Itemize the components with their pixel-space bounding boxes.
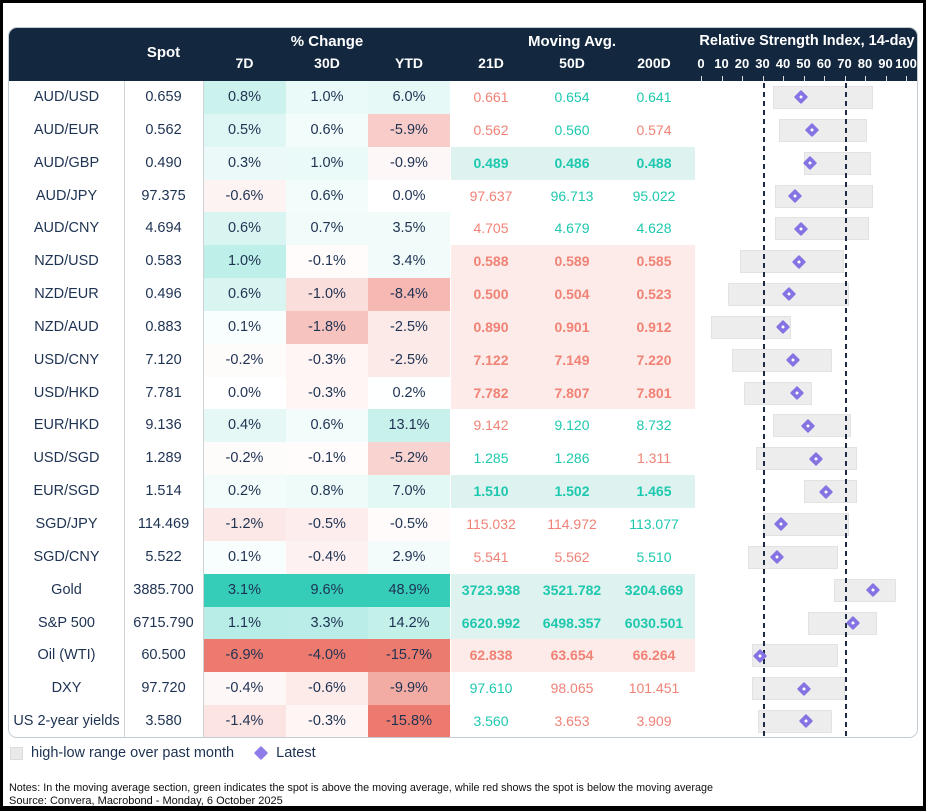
row-label: AUD/GBP xyxy=(33,154,100,171)
header-pct-change-group: % Change xyxy=(290,33,364,50)
table-row xyxy=(9,705,917,738)
rsi-range-bar xyxy=(773,86,873,109)
moving-avg-value: 115.032 xyxy=(466,515,516,532)
spot-value: 5.522 xyxy=(145,548,182,565)
row-label: USD/SGD xyxy=(33,450,100,467)
row-label: S&P 500 xyxy=(38,614,95,631)
spot-value: 3885.700 xyxy=(133,581,194,598)
table-row xyxy=(9,607,917,640)
pct-change-cell: 0.6% xyxy=(286,180,368,213)
row-label: US 2-year yields xyxy=(13,713,120,730)
moving-avg-value: 0.654 xyxy=(554,89,590,105)
moving-avg-value: 1.510 xyxy=(473,483,509,500)
row-label: NZD/AUD xyxy=(34,318,99,335)
spot-value: 1.289 xyxy=(145,450,182,467)
row-label: AUD/JPY xyxy=(35,187,98,204)
row-label: SGD/JPY xyxy=(35,515,98,532)
pct-change-cell: 0.0% xyxy=(203,377,286,410)
spot-value: 9.136 xyxy=(145,417,182,434)
moving-avg-value: 3723.938 xyxy=(461,581,521,598)
row-label: AUD/USD xyxy=(33,89,100,105)
row-label: Gold xyxy=(51,581,82,598)
rsi-range-bar xyxy=(758,710,832,733)
moving-avg-value: 0.562 xyxy=(473,121,509,138)
moving-avg-value: 96.713 xyxy=(550,187,594,204)
pct-change-cell: -1.8% xyxy=(286,311,368,344)
moving-avg-value: 0.585 xyxy=(636,253,672,270)
moving-avg-value: 0.560 xyxy=(554,121,590,138)
rsi-range-bar xyxy=(779,119,867,142)
moving-avg-value: 7.122 xyxy=(473,351,509,368)
pct-change-cell: -2.5% xyxy=(368,311,450,344)
spot-value: 4.694 xyxy=(145,220,182,237)
pct-change-cell: 0.1% xyxy=(203,311,286,344)
table-row xyxy=(9,672,917,705)
pct-change-cell: -1.2% xyxy=(203,508,286,541)
pct-change-cell: 13.1% xyxy=(368,409,450,442)
table-row xyxy=(9,574,917,607)
pct-change-cell: 1.0% xyxy=(286,81,368,114)
table-header xyxy=(9,28,917,81)
pct-change-cell: -1.0% xyxy=(286,278,368,311)
rsi-axis-tick-label: 60 xyxy=(816,56,832,71)
moving-avg-value: 4.628 xyxy=(636,220,672,237)
table-row xyxy=(9,278,917,311)
row-label: AUD/EUR xyxy=(33,121,100,138)
pct-change-cell: 0.8% xyxy=(286,475,368,508)
moving-avg-value: 1.286 xyxy=(554,450,590,467)
rsi-range-bar xyxy=(756,447,856,470)
pct-change-cell: -0.6% xyxy=(203,180,286,213)
pct-change-cell: 0.1% xyxy=(203,541,286,574)
pct-change-cell: -0.6% xyxy=(286,672,368,705)
moving-avg-value: 3521.782 xyxy=(542,581,602,598)
rsi-axis-tick-label: 10 xyxy=(714,56,729,71)
pct-change-cell: -4.0% xyxy=(286,639,368,672)
rsi-range-bar xyxy=(808,612,878,635)
moving-avg-value: 5.510 xyxy=(636,548,672,565)
spot-value: 97.720 xyxy=(141,680,186,697)
legend-range-label: high-low range over past month xyxy=(31,745,235,761)
moving-avg-value: 9.120 xyxy=(554,417,590,434)
table-row xyxy=(9,114,917,147)
rsi-axis-tick-label: 0 xyxy=(697,56,705,71)
moving-avg-value: 3.653 xyxy=(554,713,590,730)
latest-diamond-icon xyxy=(254,746,268,760)
row-label: USD/HKD xyxy=(33,384,100,401)
table-row xyxy=(9,311,917,344)
row-label: USD/CNY xyxy=(33,351,100,368)
pct-change-cell: 3.4% xyxy=(368,245,450,278)
table-row xyxy=(9,344,917,377)
moving-avg-value: 0.588 xyxy=(473,253,509,270)
moving-avg-value: 3.560 xyxy=(473,713,509,730)
pct-change-cell: -2.5% xyxy=(368,344,450,377)
row-label: NZD/EUR xyxy=(34,286,99,303)
pct-change-cell: -0.1% xyxy=(286,245,368,278)
moving-avg-value: 1.311 xyxy=(637,450,671,467)
rsi-threshold-line xyxy=(763,83,765,736)
pct-change-cell: -15.7% xyxy=(368,639,450,672)
spot-value: 6715.790 xyxy=(133,614,194,631)
table-row xyxy=(9,541,917,574)
pct-change-cell: 0.4% xyxy=(203,409,286,442)
moving-avg-value: 5.541 xyxy=(473,548,509,565)
pct-change-cell: 14.2% xyxy=(368,607,450,640)
range-swatch-icon xyxy=(10,747,23,760)
pct-change-cell: -0.3% xyxy=(286,344,368,377)
moving-avg-value: 3204.669 xyxy=(624,581,684,598)
row-label: AUD/CNY xyxy=(33,220,100,237)
pct-change-cell: 3.3% xyxy=(286,607,368,640)
pct-change-cell: 0.0% xyxy=(368,180,450,213)
pct-change-cell: 0.6% xyxy=(203,212,286,245)
moving-avg-value: 7.220 xyxy=(636,351,672,368)
moving-avg-value: 114.972 xyxy=(547,515,597,532)
spot-value: 97.375 xyxy=(141,187,186,204)
pct-change-cell: 7.0% xyxy=(368,475,450,508)
spot-value: 0.562 xyxy=(145,121,182,138)
rsi-axis-tick-label: 50 xyxy=(796,56,811,71)
table-row xyxy=(9,409,917,442)
moving-avg-value: 7.782 xyxy=(473,384,509,401)
pct-change-cell: 0.6% xyxy=(286,409,368,442)
moving-avg-value: 0.489 xyxy=(473,154,509,171)
table-body xyxy=(9,81,917,738)
row-label: Oil (WTI) xyxy=(37,647,96,664)
table-row xyxy=(9,147,917,180)
moving-avg-value: 0.641 xyxy=(636,89,672,105)
spot-value: 0.490 xyxy=(145,154,182,171)
spot-value: 114.469 xyxy=(137,515,190,532)
spot-value: 3.580 xyxy=(145,713,182,730)
table-row xyxy=(9,377,917,410)
pct-change-cell: -5.2% xyxy=(368,442,450,475)
moving-avg-value: 9.142 xyxy=(473,417,509,434)
table-row xyxy=(9,475,917,508)
pct-change-cell: 0.7% xyxy=(286,212,368,245)
pct-change-cell: 1.0% xyxy=(286,147,368,180)
spot-value: 7.120 xyxy=(145,351,182,368)
moving-avg-value: 4.705 xyxy=(473,220,509,237)
fx-table xyxy=(8,27,918,738)
column-divider xyxy=(203,81,204,738)
pct-change-cell: -1.4% xyxy=(203,705,286,738)
header-pct-7D: 7D xyxy=(235,55,254,71)
moving-avg-value: 0.486 xyxy=(554,154,590,171)
pct-change-cell: 3.1% xyxy=(203,574,286,607)
pct-change-cell: -6.9% xyxy=(203,639,286,672)
pct-change-cell: 1.1% xyxy=(203,607,286,640)
spot-value: 60.500 xyxy=(141,647,186,664)
pct-change-cell: 48.9% xyxy=(368,574,450,607)
pct-change-cell: -0.1% xyxy=(286,442,368,475)
moving-avg-value: 0.488 xyxy=(636,154,672,171)
pct-change-cell: 0.3% xyxy=(203,147,286,180)
moving-avg-value: 8.732 xyxy=(636,417,672,434)
rsi-axis-tick-label: 70 xyxy=(837,56,852,71)
spot-value: 0.583 xyxy=(145,253,182,270)
notes-text: Notes: In the moving average section, green indicates the spot is above the moving average, while red shows the spot is below the moving average xyxy=(9,782,714,794)
moving-avg-value: 62.838 xyxy=(469,647,513,664)
moving-avg-value: 1.465 xyxy=(636,483,672,500)
moving-avg-value: 66.264 xyxy=(632,647,676,664)
moving-avg-value: 0.912 xyxy=(636,318,672,335)
pct-change-cell: -9.9% xyxy=(368,672,450,705)
row-label: SGD/CNY xyxy=(33,548,100,565)
moving-avg-value: 1.502 xyxy=(554,483,590,500)
moving-avg-value: 101.451 xyxy=(628,680,680,697)
source-text: Source: Convera, Macrobond - Monday, 6 October 2025 xyxy=(9,795,283,807)
spot-value: 0.659 xyxy=(145,89,182,105)
moving-avg-value: 0.890 xyxy=(473,318,509,335)
pct-change-cell: -8.4% xyxy=(368,278,450,311)
header-moving-avg-group: Moving Avg. xyxy=(527,33,617,50)
rsi-axis-tick-label: 90 xyxy=(878,56,893,71)
column-divider xyxy=(124,81,125,738)
table-row xyxy=(9,245,917,278)
rsi-axis-tick-label: 100 xyxy=(895,56,917,71)
spot-value: 0.883 xyxy=(145,318,182,335)
pct-change-cell: 1.0% xyxy=(203,245,286,278)
moving-avg-value: 0.589 xyxy=(554,253,590,270)
pct-change-cell: 2.9% xyxy=(368,541,450,574)
moving-avg-value: 1.285 xyxy=(473,450,509,467)
pct-change-cell: 3.5% xyxy=(368,212,450,245)
rsi-range-bar xyxy=(834,579,896,602)
row-label: EUR/HKD xyxy=(33,417,100,434)
rsi-range-bar xyxy=(775,217,869,240)
moving-avg-value: 97.637 xyxy=(469,187,513,204)
table-row xyxy=(9,81,917,114)
spot-value: 7.781 xyxy=(145,384,182,401)
rsi-axis-tick-label: 80 xyxy=(857,56,873,71)
moving-avg-value: 63.654 xyxy=(550,647,594,664)
moving-avg-value: 5.562 xyxy=(554,548,590,565)
moving-avg-value: 4.679 xyxy=(554,220,590,237)
table-row xyxy=(9,442,917,475)
header-ma-200D: 200D xyxy=(637,55,671,71)
pct-change-cell: 0.5% xyxy=(203,114,286,147)
moving-avg-value: 95.022 xyxy=(632,187,676,204)
table-row xyxy=(9,508,917,541)
moving-avg-value: 7.149 xyxy=(554,351,590,368)
moving-avg-value: 0.574 xyxy=(636,121,672,138)
moving-avg-value: 98.065 xyxy=(550,680,594,697)
header-rsi-title: Relative Strength Index, 14-day xyxy=(699,33,915,49)
pct-change-cell: 0.2% xyxy=(203,475,286,508)
pct-change-cell: 9.6% xyxy=(286,574,368,607)
pct-change-cell: -0.2% xyxy=(203,344,286,377)
moving-avg-value: 0.500 xyxy=(473,286,509,303)
moving-avg-value: 7.807 xyxy=(554,384,590,401)
pct-change-cell: -0.2% xyxy=(203,442,286,475)
moving-avg-value: 113.077 xyxy=(629,515,679,532)
row-label: DXY xyxy=(51,680,82,697)
pct-change-cell: 0.6% xyxy=(286,114,368,147)
rsi-axis-tick-label: 30 xyxy=(755,56,770,71)
row-label: EUR/SGD xyxy=(33,483,100,500)
moving-avg-value: 6030.501 xyxy=(624,614,684,631)
pct-change-cell: 0.6% xyxy=(203,278,286,311)
moving-avg-value: 97.610 xyxy=(469,680,513,697)
pct-change-cell: -0.9% xyxy=(368,147,450,180)
header-pct-30D: 30D xyxy=(314,55,340,71)
moving-avg-value: 3.909 xyxy=(636,713,672,730)
rsi-range-bar xyxy=(732,349,832,372)
moving-avg-value: 7.801 xyxy=(636,384,672,401)
header-ma-50D: 50D xyxy=(559,55,585,71)
pct-change-cell: -0.4% xyxy=(203,672,286,705)
pct-change-cell: -15.8% xyxy=(368,705,450,738)
header-spot: Spot xyxy=(146,44,181,61)
pct-change-cell: 6.0% xyxy=(368,81,450,114)
moving-avg-value: 6498.357 xyxy=(542,614,602,631)
moving-avg-value: 0.504 xyxy=(554,286,590,303)
moving-avg-value: 0.901 xyxy=(554,318,590,335)
header-pct-YTD: YTD xyxy=(395,55,423,71)
pct-change-cell: -5.9% xyxy=(368,114,450,147)
pct-change-cell: -0.5% xyxy=(368,508,450,541)
rsi-axis-tick-label: 40 xyxy=(775,56,791,71)
moving-avg-value: 0.661 xyxy=(473,89,509,105)
pct-change-cell: -0.4% xyxy=(286,541,368,574)
pct-change-cell: 0.2% xyxy=(368,377,450,410)
moving-avg-value: 0.523 xyxy=(636,286,672,303)
rsi-axis-tick-label: 20 xyxy=(734,56,750,71)
pct-change-cell: -0.3% xyxy=(286,705,368,738)
table-row xyxy=(9,180,917,213)
row-label: NZD/USD xyxy=(34,253,99,270)
spot-value: 0.496 xyxy=(145,286,182,303)
spot-value: 1.514 xyxy=(145,483,182,500)
moving-avg-value: 6620.992 xyxy=(461,614,521,631)
legend-latest-label: Latest xyxy=(276,745,316,761)
legend xyxy=(10,745,316,761)
pct-change-cell: 0.8% xyxy=(203,81,286,114)
table-row xyxy=(9,212,917,245)
table-row xyxy=(9,639,917,672)
pct-change-cell: -0.3% xyxy=(286,377,368,410)
pct-change-cell: -0.5% xyxy=(286,508,368,541)
rsi-threshold-line xyxy=(845,83,847,736)
header-ma-21D: 21D xyxy=(478,55,504,71)
